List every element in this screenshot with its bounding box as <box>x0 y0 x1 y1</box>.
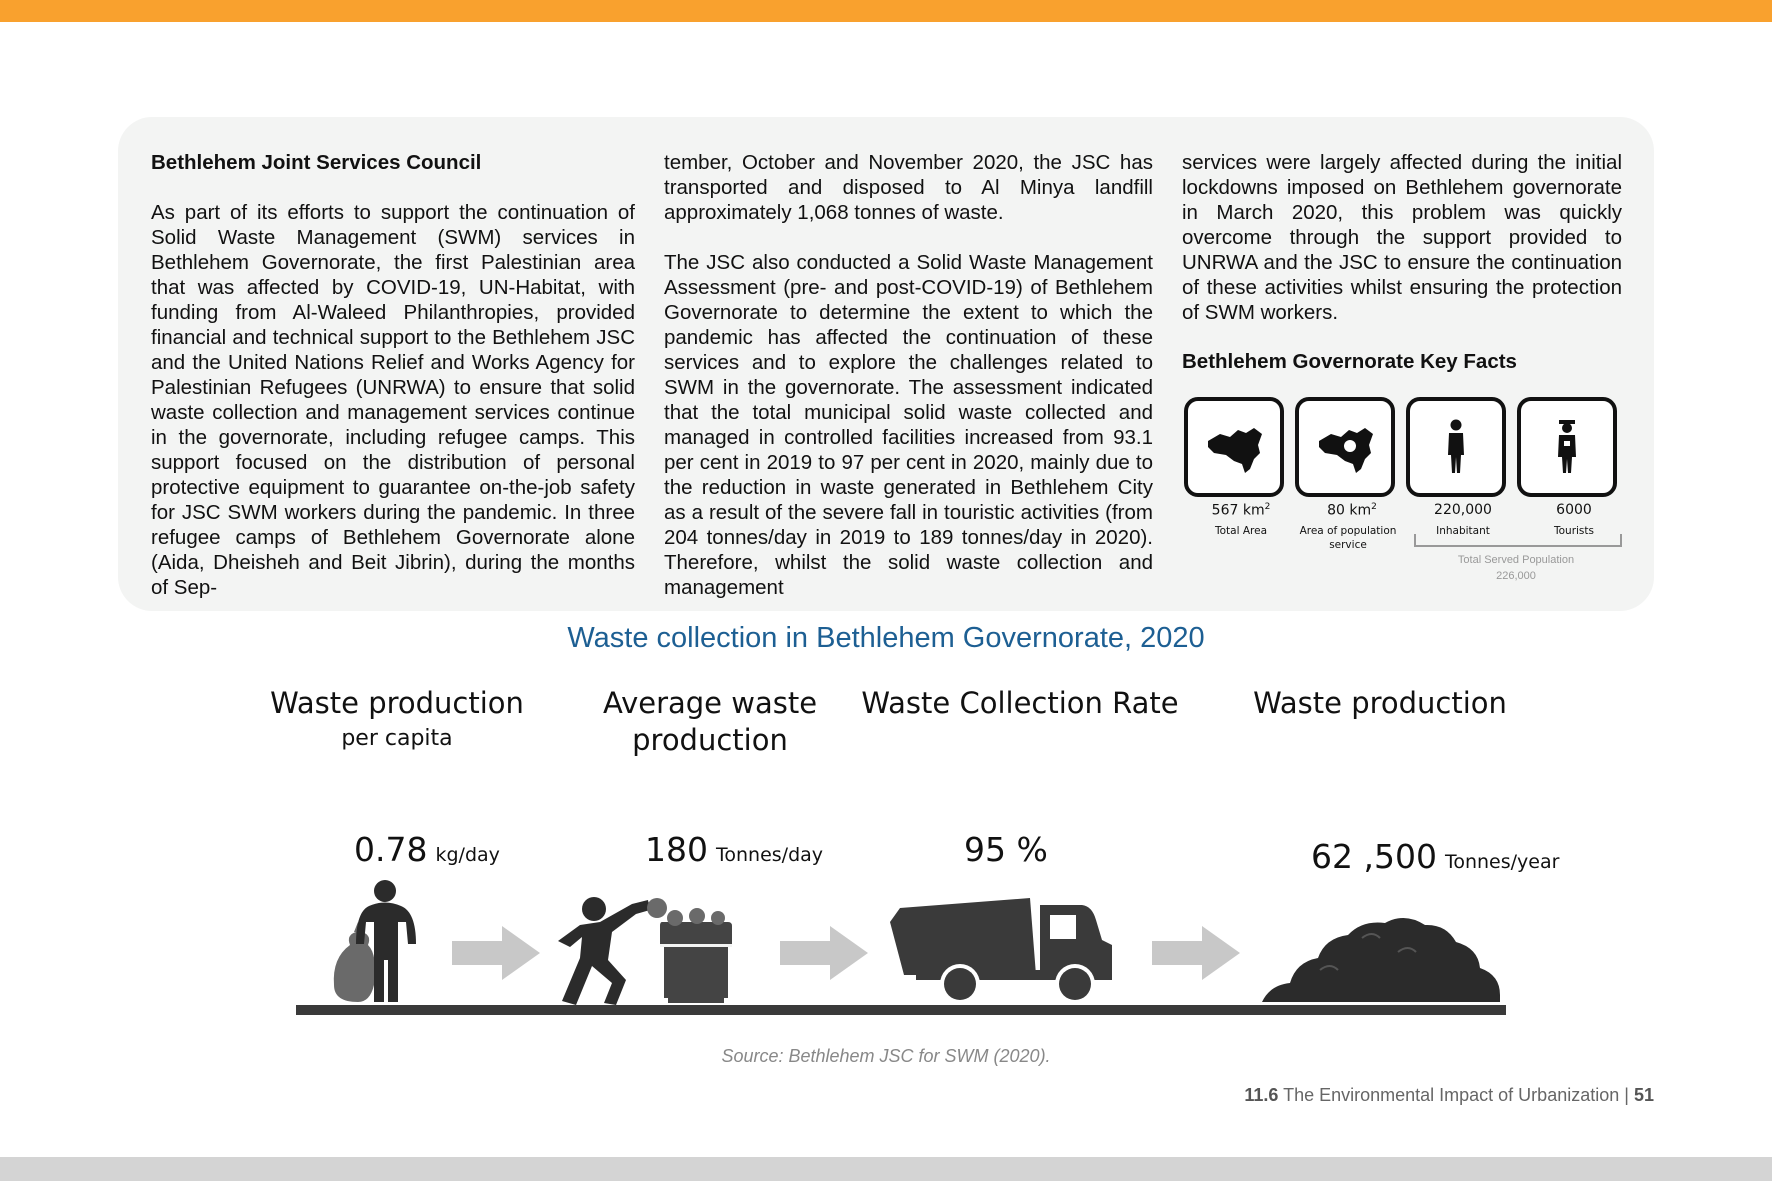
step-2-value: 180 Tonnes/day <box>645 830 824 869</box>
inhabitant-value: 220,000 <box>1434 502 1492 518</box>
step-4-heading: Waste production <box>1253 686 1507 720</box>
step-1-subheading: per capita <box>341 726 453 751</box>
bottom-bar <box>0 1157 1772 1181</box>
arrow-2-icon <box>780 926 868 980</box>
ground-line <box>296 1005 1506 1015</box>
tourists-value: 6000 <box>1556 502 1592 518</box>
step-4-value: 62 ,500 Tonnes/year <box>1311 837 1560 876</box>
total-served-value: 226,000 <box>1496 570 1536 582</box>
column-2-text-1: tember, October and November 2020, the JSC has transported and disposed to Al Minya landfill approximately 1,068 tonnes of waste. <box>664 151 1153 224</box>
arrow-3-icon <box>1152 926 1240 980</box>
footer-title: The Environmental Impact of Urbanization <box>1283 1085 1620 1105</box>
worker-dumpster-icon <box>558 897 732 1005</box>
step-3-value: 95 % <box>964 830 1048 869</box>
page-number: 51 <box>1633 1085 1654 1105</box>
column-1-text: As part of its efforts to support the continuation of Solid Waste Management (SWM) services in Bethlehem Governorate, the first Palestinian area that was affected by COVID-19, UN-Habitat, with funding from Al-Waleed Philanthropies, provided financial and technical support to the Bethlehem JSC and the United Nations Relief and Works Agency for Palestinian Refugees (UNRWA) to ensure that solid waste collection and management services continue in the governorate, including refugee camps. This support focused on the distribution of personal protective equipment to guarantee on-the-job safety for JSC SWM workers during the pandemic. In three refugee camps of Bethlehem Governorate alone (Aida, Dheisheh and Beit Jibrin), during the months of Sep- <box>151 201 635 599</box>
step-2-heading: Average waste production <box>602 686 818 757</box>
key-facts-title: Bethlehem Governorate Key Facts <box>1182 350 1517 373</box>
inhabitant-label: Inhabitant <box>1436 525 1490 537</box>
tourists-label: Tourists <box>1553 525 1594 537</box>
population-area-label: Area of population service <box>1299 525 1397 551</box>
step-1-value: 0.78 kg/day <box>354 830 500 869</box>
section-heading: Bethlehem Joint Services Council <box>151 151 482 174</box>
figure-title: Waste collection in Bethlehem Governorate, 2020 <box>567 622 1205 654</box>
footer-section-number: 11.6 <box>1244 1085 1279 1105</box>
arrow-1-icon <box>452 926 540 980</box>
step-1-heading: Waste production per capita <box>262 685 532 756</box>
column-3-text: services were largely affected during the initial lockdowns imposed on Bethlehem governorate in March 2020, this problem was quickly overcome through the support provided to UNRWA and the JSC to ensure the continuation of these activities whilst ensuring the protection of SWM workers. <box>1182 151 1622 324</box>
total-area-value: 567 $km^2$ <box>1211 502 1271 519</box>
garbage-truck-icon <box>890 898 1112 1004</box>
footer-separator: | <box>1624 1085 1629 1105</box>
column-2-text-2: The JSC also conducted a Solid Waste Management Assessment (pre- and post-COVID-19) of Bethlehem Governorate to determine the extent to which the pandemic has affected the continuation of these services and to explore the challenges related to SWM in the governorate. The assessment indicated that the total municipal solid waste collected and managed in controlled facilities increased from 93.1 per cent in 2019 to 97 per cent in 2020, mainly due to the reduction in waste generated in Bethlehem City as a result of the severe fall in touristic activities (from 204 tonnes/day in 2019 to 189 tonnes/day in 2020). Therefore, whilst the solid waste collection and management <box>664 251 1153 599</box>
step-3-heading: Waste Collection Rate <box>861 686 1179 720</box>
waste-pile-icon <box>1262 918 1500 1002</box>
person-with-bag-icon <box>334 880 416 1002</box>
page-footer <box>1244 1085 1654 1106</box>
figure-source: Source: Bethlehem JSC for SWM (2020). <box>721 1046 1051 1066</box>
population-area-value: 80 $km^2$ <box>1327 502 1377 519</box>
total-served-label: Total Served Population <box>1457 554 1575 566</box>
total-area-label: Total Area <box>1214 525 1268 537</box>
